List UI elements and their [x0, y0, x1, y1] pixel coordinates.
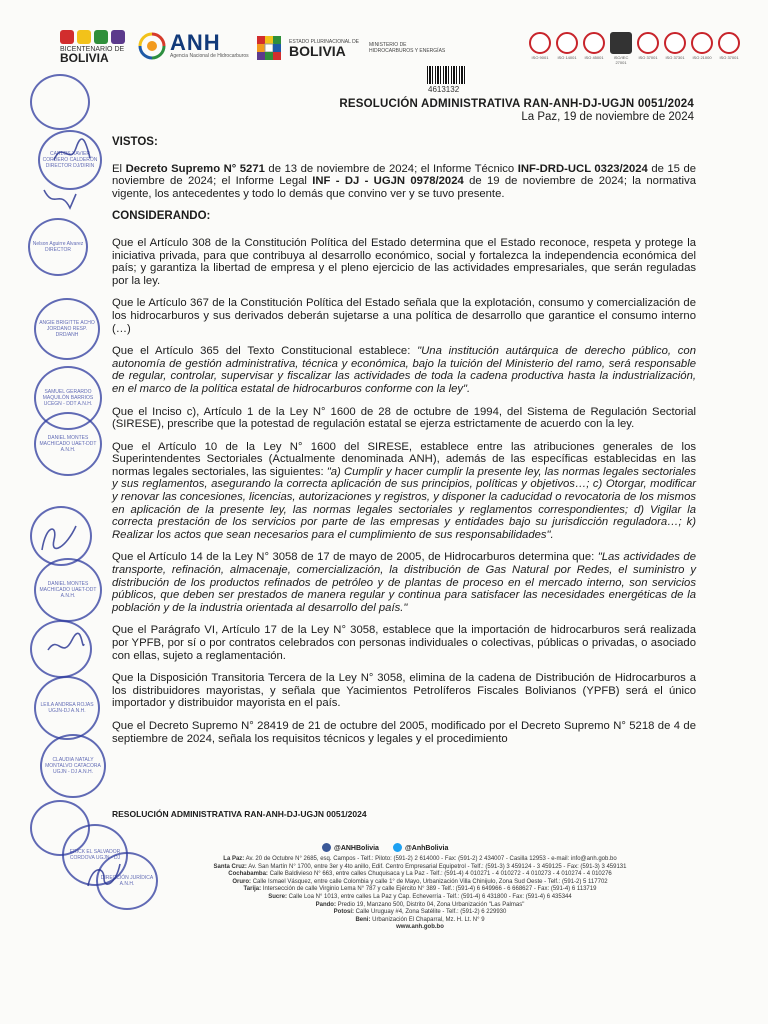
bicentenario-logo: [60, 30, 125, 64]
resolution-body: [112, 136, 696, 745]
certification-icon: [610, 32, 632, 54]
signature-icon: [40, 186, 80, 216]
considerando-paragraph: Que el Artículo 10 de la Ley N° 1600 del SIRESE, establece entre las atribuciones generales de los Superintendentes Sectoriales (Actualmente denominada ANH), además de las específicas establecidas en las normas legales sectoriales, las siguientes: "a) Cumplir y hacer cumplir la presente ley, las normas legales sectoriales y sus reglamentos, asegurando la correcta aplicación de sus principios, políticas y objetivos…; c) Otorgar, modificar y renovar las concesiones, licencias, autorizaciones y registros, y disponer la caducidad o revocatoria de los mismos en aplicación de la presente ley, las normas legales sectoriales y reglamentos correspondientes; d) Vigilar la correcta prestación de los servicios por parte de las empresas y entidades bajo su jurisdicción reguladora…; k) Realizar los actos que sean necesarios para el cumplimiento de sus responsabilidades".: [112, 440, 696, 541]
facebook-link[interactable]: @ANHBolivia: [322, 843, 379, 852]
address-line: Santa Cruz: Av. San Martín N° 1700, entre 3er y 4to anillo, Edif. Centro Empresarial Equipetrol - Telf.: (591-3) 3 459124 - 3 459125 - Fax: (591-3) 3 459131: [213, 863, 627, 870]
stamp-samuel-maquilon: SAMUEL GERARDO MAQUILÓN BARRIOS UCEGN - DDT A.N.H.: [34, 366, 102, 430]
anh-swirl-icon: [138, 32, 166, 60]
address-line: La Paz: Av. 20 de Octubre N° 2685, esq. Campos - Telf.: Piloto: (591-2) 2 614000 - Fax: (591-2) 2 434007 - Casilla 12953 - e-mail: info@anh.gob.bo: [223, 856, 617, 862]
considerando-paragraph: Que el Inciso c), Artículo 1 de la Ley N° 1600 de 28 de octubre de 1994, del Sistema de Regulación Sectorial (SIRESE), prescribe que la potestad de regulación estatal se ejerza estrictamente de acuerdo con la ley.: [112, 405, 696, 431]
certification-icon: [691, 32, 713, 54]
office-addresses: [140, 856, 700, 932]
considerando-paragraph: Que le Artículo 367 de la Constitución Política del Estado señala que la explotación, consumo y comercialización de los hidrocarburos y sus derivados deberán sujetarse a una política de desarrollo que garantice el consumo interno (…): [112, 297, 696, 335]
signature-icon: [36, 520, 80, 554]
considerando-heading: CONSIDERANDO:: [112, 210, 211, 223]
letterhead: [60, 26, 740, 70]
twitter-link[interactable]: @AnhBolivia: [393, 843, 448, 852]
address-line: Tarija: Intersección de calle Virginio Lema N° 787 y calle Ejército N° 389 - Telf.: (591-4) 6 649966 - 6 668627 - Fax: (591-4) 6 113719: [243, 886, 597, 893]
considerando-paragraph: Que el Artículo 308 de la Constitución Política del Estado determina que el Estado reconoce, respeta y protege la iniciativa privada, para que contribuya al desarrollo económico, social y fortalezca la independencia económica del país; y garantiza la libertad de empresa y el pleno ejercicio de las actividades empresariales, que serán reguladas por la ley.: [112, 236, 696, 287]
certification-badges: [529, 32, 740, 65]
bicentenario-mark-icon: [60, 30, 125, 44]
barcode-icon: [427, 66, 467, 84]
cert-badge: ISO/IEC 27001: [610, 32, 632, 65]
certification-icon: [556, 32, 578, 54]
considerando-paragraph: Que el Artículo 14 de la Ley N° 3058 de 17 de mayo de 2005, de Hidrocarburos determina que: "Las actividades de transporte, refinación, almacenaje, comercialización, la distribución de Gas Natural por Redes, el suministro y distribución de los productos refinados de petróleo y de plantas de proceso en el mercado interno, son servicios públicos, que deben ser prestados de manera regular y continua para satisfacer las necesidades energéticas de la población y de la industria orientada al desarrollo del país.": [112, 551, 696, 614]
stamp-erick-cordova: ERICK EL SALVADOR CORDOVA UGJN - DJ: [62, 824, 128, 886]
certification-icon: [664, 32, 686, 54]
stamp-daniel-montes-1: DANIEL MONTES MACHICADO UAET-DDT A.N.H.: [34, 412, 102, 476]
address-line: Sucre: Calle Loa N° 1013, entre calles La Paz y Cap. Echeverría - Telf.: (591-4) 6 431800 - Fax: (591-4) 6 435344: [268, 893, 572, 900]
barcode-number: 4613132: [428, 85, 460, 94]
signature-icon: [52, 138, 92, 168]
vistos-heading: VISTOS:: [112, 136, 158, 148]
considerando-paragraph: Que el Decreto Supremo N° 28419 de 21 de octubre del 2005, modificado por el Decreto Supremo N° 5218 de 4 de septiembre de 2024, señala los requisitos técnicos y legales y el procedimiento: [112, 719, 696, 745]
cert-badge: ISO 37001: [637, 32, 659, 65]
bolivia-crest-icon: [255, 34, 283, 62]
address-line: Beni: Urbanización El Chaparral, Mz. H. Lt. N° 9: [355, 916, 485, 923]
stamp-carlos-cordero: CARLOS XAVIER CORDERO CALDERÓN DIRECTOR DJ/DIRIN: [38, 130, 102, 190]
stamp-leila-rojas: LEILA ANDREA ROJAS UGJN-DJ A.N.H.: [34, 676, 100, 740]
considerando-paragraph: Que la Disposición Transitoria Tercera de la Ley N° 3058, elimina de la cadena de Distribución de Hidrocarburos a los distribuidores mayoristas, y señala que Yacimientos Petrolíferos Fiscales Bolivianos (YPFB) será el único importador y distribuidor mayorista en el país.: [112, 672, 696, 710]
bicentenario-line2: BOLIVIA: [60, 51, 109, 65]
cert-badge: ISO 37001: [718, 32, 740, 65]
resolution-date: La Paz, 19 de noviembre de 2024: [521, 111, 694, 123]
anh-wordmark: ANH: [170, 30, 221, 55]
stamp-daniel-montes-2: DANIEL MONTES MACHICADO UAET-DDT A.N.H.: [34, 558, 102, 622]
stamp-direccion-juridica: DIRECCIÓN JURÍDICA A.N.H.: [96, 852, 158, 910]
facebook-icon: [322, 843, 331, 852]
estado-line1: ESTADO PLURINACIONAL DE: [289, 38, 360, 45]
vistos-paragraph: El Decreto Supremo N° 5271 de 13 de noviembre de 2024; el Informe Técnico INF-DRD-UCL 0323/2024 de 15 de noviembre de 2024; el Informe Legal INF - DJ - UGJN 0978/2024 de 19 de noviembre de 2024; la normativa vigente, los antecedentes y todo lo demás que convino ver y se tuvo presente.: [112, 162, 697, 200]
cert-badge: ISO 37301: [664, 32, 686, 65]
institution-seal-icon: [30, 74, 90, 130]
certification-icon: [637, 32, 659, 54]
bicentenario-line1: BICENTENARIO DE: [60, 46, 125, 53]
social-links: [322, 843, 448, 852]
resolution-title: RESOLUCIÓN ADMINISTRATIVA RAN-ANH-DJ-UGJN 0051/2024: [339, 98, 694, 110]
certification-icon: [718, 32, 740, 54]
certification-icon: [529, 32, 551, 54]
cert-badge: ISO 9001: [529, 32, 551, 65]
cert-badge: ISO 14001: [556, 32, 578, 65]
address-line: Oruro: Calle Ismael Vásquez, entre calle Colombia y calle 1° de Mayo, Urbanización Villa Chinijulo, Zona Sud Oeste - Telf.: (591-2) 5 117702: [232, 878, 608, 885]
signature-icon: [46, 632, 86, 662]
twitter-icon: [393, 843, 402, 852]
considerando-paragraph: Que el Parágrafo VI, Artículo 17 de la Ley N° 3058, establece que la importación de hidrocarburos será realizada por YPFB, por sí o por contratos celebrados con personas individuales o colectivas, públicas o privadas, o asociado con ellas, sujeto a reglamentación.: [112, 624, 696, 662]
anh-subtitle: Agencia Nacional de Hidrocarburos: [170, 53, 249, 59]
estado-bolivia-logo: [255, 34, 449, 62]
estado-line2: BOLIVIA: [289, 42, 346, 59]
stamp-angie-acho: ANGIE BRIGITTE ACHO JORDANO RESP. DRD/ANH: [34, 298, 100, 360]
footer-resolution-title: RESOLUCIÓN ADMINISTRATIVA RAN-ANH-DJ-UGJN 0051/2024: [112, 809, 367, 819]
address-line: Potosí: Calle Uruguay #4, Zona Satélite - Telf.: (591-2) 6 229930: [333, 909, 507, 916]
ministerio-name: MINISTERIO DE HIDROCARBUROS Y ENERGÍAS: [369, 42, 446, 54]
signature-icon: [84, 860, 124, 890]
stamp-claudia-montalvo: CLAUDIA NATALY MONTALVO CATACORA UGJN - DJ A.N.H.: [40, 734, 106, 798]
website-link[interactable]: www.anh.gob.bo: [396, 924, 444, 931]
address-line: Cochabamba: Calle Baldivieso N° 663, entre calles Chuquisaca y La Paz - Telf.: (591-4) 4 010271 - 4 010272 - 4 010273 - 4 010274 - 4 010276: [228, 871, 612, 878]
considerando-paragraph: Que el Artículo 365 del Texto Constitucional establece: "Una institución autárquica de derecho público, con autonomía de gestión administrativa, técnica y económica, bajo la tuición del Ministerio del ramo, será responsable de regular, controlar, supervisar y fiscalizar las actividades de toda la cadena productiva hasta la industrialización, en el marco de la política estatal de hidrocarburos conforme con la ley".: [112, 345, 696, 395]
anh-logo: [138, 32, 249, 60]
cert-badge: ISO 45001: [583, 32, 605, 65]
certification-icon: [583, 32, 605, 54]
address-line: Pando: Predio 19, Manzano 500, Distrito 04, Zona Urbanización "Las Palmas": [315, 901, 525, 908]
cert-badge: ISO 21000: [691, 32, 713, 65]
stamp-nelson-aguirre: Nelson Aguirre Alvarez DIRECTOR: [28, 218, 88, 276]
